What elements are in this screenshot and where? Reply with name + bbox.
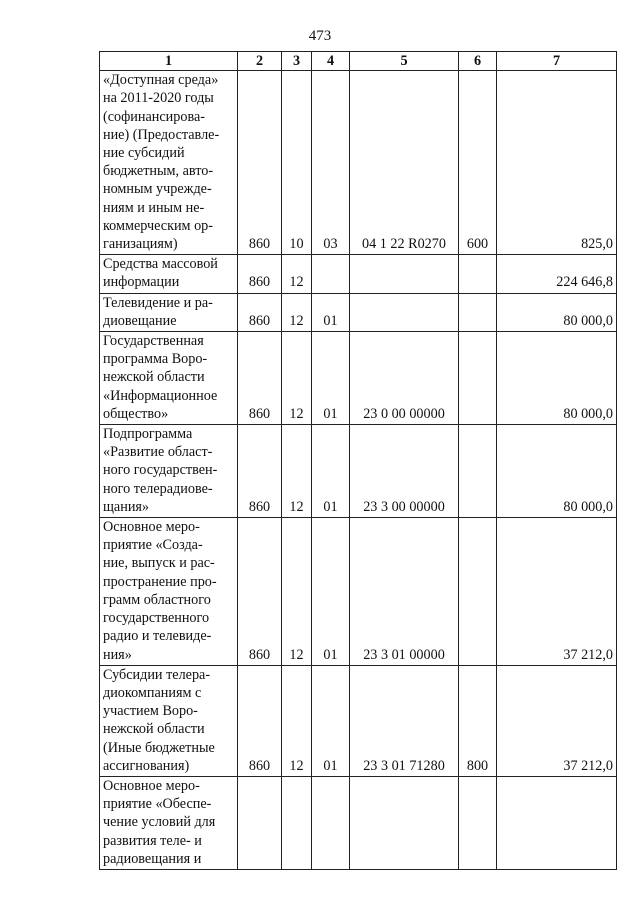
row-target xyxy=(350,293,459,331)
row-name-line: ниям и иным не- xyxy=(103,199,205,216)
row-name-line: коммерческим ор- xyxy=(103,217,213,234)
row-code xyxy=(238,776,282,869)
row-amount: 80 000,0 xyxy=(497,332,617,425)
row-expense-type xyxy=(459,293,497,331)
row-subsection: 01 xyxy=(312,665,350,776)
row-amount: 825,0 xyxy=(497,71,617,255)
row-name-line: пространение про- xyxy=(103,573,217,590)
row-name-line: «Доступная среда» xyxy=(103,72,219,89)
row-amount: 37 212,0 xyxy=(497,518,617,666)
row-expense-type: 800 xyxy=(459,665,497,776)
row-name-line: нежской области xyxy=(103,369,205,386)
row-code: 860 xyxy=(238,665,282,776)
row-name-line: на 2011-2020 годы xyxy=(103,90,214,107)
row-name xyxy=(100,332,238,425)
row-name-line: (Иные бюджетные xyxy=(103,739,215,756)
row-expense-type: 600 xyxy=(459,71,497,255)
row-name-line: ние субсидий xyxy=(103,145,185,162)
row-name-line: Средства массовой xyxy=(103,256,218,273)
row-name-line: «Развитие област- xyxy=(103,444,213,461)
row-name-line: ганизациям) xyxy=(103,236,178,253)
table-row xyxy=(100,518,617,666)
row-section: 12 xyxy=(282,255,312,293)
column-header-amount: 7 xyxy=(497,52,617,71)
column-header-subsection: 4 xyxy=(312,52,350,71)
column-header-section: 3 xyxy=(282,52,312,71)
row-name-line: ассигнования) xyxy=(103,757,190,774)
row-name-line: Основное меро- xyxy=(103,519,200,536)
row-name-line: Субсидии телера- xyxy=(103,666,211,683)
row-expense-type xyxy=(459,776,497,869)
table-row xyxy=(100,776,617,869)
row-code: 860 xyxy=(238,255,282,293)
row-name xyxy=(100,776,238,869)
row-name-line: ние) (Предоставле- xyxy=(103,126,220,143)
row-subsection: 03 xyxy=(312,71,350,255)
row-amount: 80 000,0 xyxy=(497,425,617,518)
page-number: 473 xyxy=(308,28,332,44)
row-code: 860 xyxy=(238,293,282,331)
column-header-expense-type: 6 xyxy=(459,52,497,71)
row-name xyxy=(100,518,238,666)
row-subsection: 01 xyxy=(312,293,350,331)
row-amount xyxy=(497,776,617,869)
row-target: 23 3 01 71280 xyxy=(350,665,459,776)
row-name-line: Государственная xyxy=(103,333,204,350)
row-name xyxy=(100,425,238,518)
row-name-line: радиовещания и xyxy=(103,850,202,867)
row-expense-type xyxy=(459,518,497,666)
row-name-line: Основное меро- xyxy=(103,777,200,794)
row-name-line: участием Воро- xyxy=(103,703,198,720)
row-section: 12 xyxy=(282,293,312,331)
table-row xyxy=(100,293,617,331)
row-name-line: радио и телевиде- xyxy=(103,628,212,645)
row-name-line: Подпрограмма xyxy=(103,426,193,443)
column-header-name: 1 xyxy=(100,52,238,71)
table-row xyxy=(100,71,617,255)
row-subsection xyxy=(312,255,350,293)
row-amount: 224 646,8 xyxy=(497,255,617,293)
row-name-line: бюджетным, авто- xyxy=(103,163,214,180)
row-expense-type xyxy=(459,425,497,518)
row-name-line: общество» xyxy=(103,405,169,422)
row-name-line: ние, выпуск и рас- xyxy=(103,555,215,572)
row-name-line: государственного xyxy=(103,610,210,627)
row-name xyxy=(100,71,238,255)
row-target xyxy=(350,255,459,293)
row-name xyxy=(100,665,238,776)
row-name-line: чение условий для xyxy=(103,814,216,831)
row-name-line: ного государствен- xyxy=(103,462,218,479)
row-subsection: 01 xyxy=(312,425,350,518)
row-code: 860 xyxy=(238,518,282,666)
row-target: 23 3 01 00000 xyxy=(350,518,459,666)
row-name-line: грамм областного xyxy=(103,591,211,608)
row-name-line: нежской области xyxy=(103,721,205,738)
row-subsection: 01 xyxy=(312,332,350,425)
row-code: 860 xyxy=(238,425,282,518)
row-section: 10 xyxy=(282,71,312,255)
row-target: 23 3 00 00000 xyxy=(350,425,459,518)
row-name-line: номным учрежде- xyxy=(103,181,212,198)
row-target: 23 0 00 00000 xyxy=(350,332,459,425)
row-section: 12 xyxy=(282,665,312,776)
column-header-target: 5 xyxy=(350,52,459,71)
row-section: 12 xyxy=(282,425,312,518)
row-name-line: (софинансирова- xyxy=(103,108,205,125)
row-name-line: ного телерадиове- xyxy=(103,480,213,497)
row-name xyxy=(100,293,238,331)
budget-table xyxy=(99,51,617,870)
row-name xyxy=(100,255,238,293)
row-name-line: программа Воро- xyxy=(103,351,208,368)
row-name-line: развития теле- и xyxy=(103,832,202,849)
row-expense-type xyxy=(459,255,497,293)
row-name-line: приятие «Обеспе- xyxy=(103,796,212,813)
row-target: 04 1 22 R0270 xyxy=(350,71,459,255)
row-subsection xyxy=(312,776,350,869)
row-code: 860 xyxy=(238,71,282,255)
row-name-line: ния» xyxy=(103,646,132,663)
table-row xyxy=(100,425,617,518)
column-header-code: 2 xyxy=(238,52,282,71)
row-section xyxy=(282,776,312,869)
row-amount: 80 000,0 xyxy=(497,293,617,331)
row-amount: 37 212,0 xyxy=(497,665,617,776)
row-section: 12 xyxy=(282,518,312,666)
table-body xyxy=(100,71,617,870)
table-row xyxy=(100,332,617,425)
row-subsection: 01 xyxy=(312,518,350,666)
row-name-line: «Информационное xyxy=(103,387,218,404)
row-name-line: приятие «Созда- xyxy=(103,537,203,554)
row-code: 860 xyxy=(238,332,282,425)
table-row xyxy=(100,255,617,293)
row-section: 12 xyxy=(282,332,312,425)
row-name-line: Телевидение и ра- xyxy=(103,294,213,311)
table-row xyxy=(100,665,617,776)
row-expense-type xyxy=(459,332,497,425)
row-target xyxy=(350,776,459,869)
row-name-line: диовещание xyxy=(103,312,177,329)
column-header-row xyxy=(100,52,617,71)
row-name-line: информации xyxy=(103,274,180,291)
row-name-line: диокомпаниям с xyxy=(103,684,202,701)
row-name-line: щания» xyxy=(103,498,150,515)
